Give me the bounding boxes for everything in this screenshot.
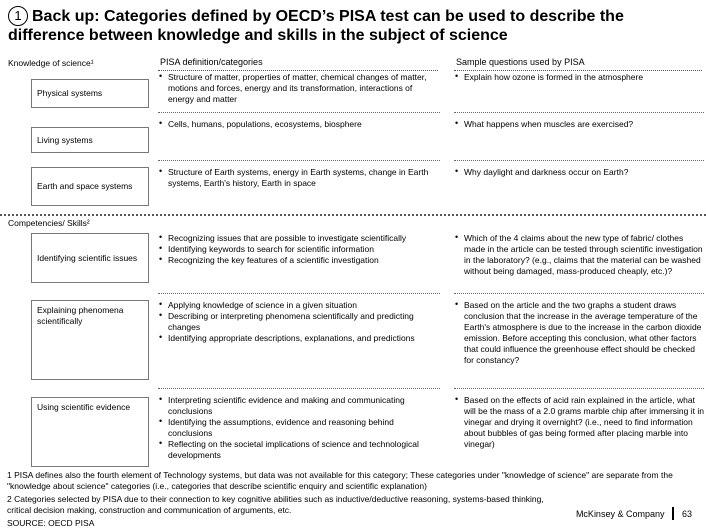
row-divider bbox=[158, 293, 440, 294]
category-label: Explaining phenomena scientifically bbox=[37, 305, 124, 326]
row-divider bbox=[158, 388, 440, 389]
slide-title bbox=[8, 6, 702, 45]
sample-cell bbox=[454, 72, 704, 83]
definition-bullet: • Recognizing the key features of a scientific investigation bbox=[158, 255, 440, 266]
category-box-using-scientific-evidence bbox=[31, 397, 149, 467]
company-name: McKinsey & Company bbox=[575, 508, 665, 519]
category-box-identifying-scientific-issues bbox=[31, 233, 149, 283]
sample-bullet: • What happens when muscles are exercised? bbox=[454, 119, 704, 130]
column-header-sample: Sample questions used by PISA bbox=[456, 57, 585, 67]
sample-bullet: • Based on the article and the two graphs a student draws conclusion that the increase in the average temperature of the Earth's atmosphere is due to the increase in the carbon dioxide emission. Before accepting this conclusion, what other factors that could influence the greenhouse effect should be checked for constancy? bbox=[454, 300, 704, 366]
row-divider bbox=[454, 160, 704, 161]
definition-bullet: • Applying knowledge of science in a given situation bbox=[158, 300, 440, 311]
competencies-section-label: Competencies/ Skills² bbox=[8, 218, 90, 228]
definition-bullet: • Structure of matter, properties of matter, chemical changes of matter, motions and forces, energy and its transformation, interactions of energy and matter bbox=[158, 72, 440, 105]
category-box-explaining-phenomena bbox=[31, 300, 149, 380]
definition-bullet: • Cells, humans, populations, ecosystems, biosphere bbox=[158, 119, 440, 130]
definition-bullet: • Structure of Earth systems, energy in Earth systems, change in Earth systems, Earth's history, Earth in space bbox=[158, 167, 440, 189]
category-label: Using scientific evidence bbox=[37, 402, 131, 412]
sample-cell bbox=[454, 167, 704, 178]
sample-cell bbox=[454, 395, 704, 450]
category-label: Physical systems bbox=[37, 88, 103, 98]
column-header-definition: PISA definition/categories bbox=[160, 57, 263, 67]
definition-cell bbox=[158, 233, 440, 266]
footnote-2: 2 Categories selected by PISA due to their connection to key cognitive abilities such as inductive/deductive reasoning, systems-based thinking, critical decision making, construction and communication of arguments, etc. bbox=[7, 494, 544, 515]
footnote-1: 1 PISA defines also the fourth element of Technology systems, but data was not available for this category; These categories under "knowledge of science" are separate from the "knowledge about science" categories (i.e., categories that describe scientific enquiry and scientific explanation) bbox=[7, 470, 673, 491]
sample-cell bbox=[454, 300, 704, 366]
sample-bullet: • Which of the 4 claims about the new type of fabric/ clothes made in the article can be tested through scientific investigation in the laboratory? (e.g., claims that the material can be washed without being damaged, mass-produced cheaply, etc.)? bbox=[454, 233, 704, 277]
title-number-badge: 1 bbox=[8, 6, 28, 26]
definition-cell bbox=[158, 167, 440, 189]
category-label: Living systems bbox=[37, 134, 93, 145]
category-label: Identifying scientific issues bbox=[37, 252, 138, 263]
row-divider bbox=[158, 160, 440, 161]
definition-bullet: • Identifying appropriate descriptions, explanations, and predictions bbox=[158, 333, 440, 344]
definition-bullet: • Identifying keywords to search for scientific information bbox=[158, 244, 440, 255]
category-box-living-systems bbox=[31, 127, 149, 153]
row-divider bbox=[454, 388, 704, 389]
header-divider-sample bbox=[454, 70, 702, 71]
definition-bullet: • Recognizing issues that are possible to investigate scientifically bbox=[158, 233, 440, 244]
definition-bullet: • Interpreting scientific evidence and making and communicating conclusions bbox=[158, 395, 440, 417]
sample-bullet: • Why daylight and darkness occur on Earth? bbox=[454, 167, 704, 178]
row-divider bbox=[158, 112, 440, 113]
page-number: 63 bbox=[681, 508, 692, 519]
sample-bullet: • Explain how ozone is formed in the atmosphere bbox=[454, 72, 704, 83]
definition-bullet: • Identifying the assumptions, evidence and reasoning behind conclusions bbox=[158, 417, 440, 439]
title-text: Back up: Categories defined by OECD’s PISA test can be used to describe the difference between knowledge and skills in the subject of science bbox=[8, 8, 624, 44]
row-divider bbox=[454, 293, 704, 294]
category-label: Earth and space systems bbox=[37, 181, 133, 191]
category-box-earth-and-space-systems bbox=[31, 167, 149, 206]
category-box-physical-systems bbox=[31, 79, 149, 108]
sample-cell bbox=[454, 233, 704, 277]
sample-cell bbox=[454, 119, 704, 130]
row-divider bbox=[454, 112, 704, 113]
definition-bullet: • Describing or interpreting phenomena scientifically and predicting changes bbox=[158, 311, 440, 333]
section-separator bbox=[0, 214, 706, 216]
footer bbox=[576, 507, 692, 520]
definition-cell bbox=[158, 300, 440, 344]
definition-cell bbox=[158, 119, 440, 130]
sample-bullet: • Based on the effects of acid rain explained in the article, what will be the mass of a 2.0 grams marble chip after immersing it in vinegar and drying it overnight? (i.e., need to find information about bubbles of gas being formed after placing marble into vinegar) bbox=[454, 395, 704, 450]
footer-divider bbox=[672, 507, 674, 520]
definition-cell bbox=[158, 72, 440, 105]
header-divider-definition bbox=[158, 70, 438, 71]
knowledge-section-label: Knowledge of science¹ bbox=[8, 58, 94, 68]
definition-bullet: • Reflecting on the societal implications of science and technological developments bbox=[158, 439, 440, 461]
definition-cell bbox=[158, 395, 440, 461]
source-note: SOURCE: OECD PISA bbox=[7, 518, 95, 528]
